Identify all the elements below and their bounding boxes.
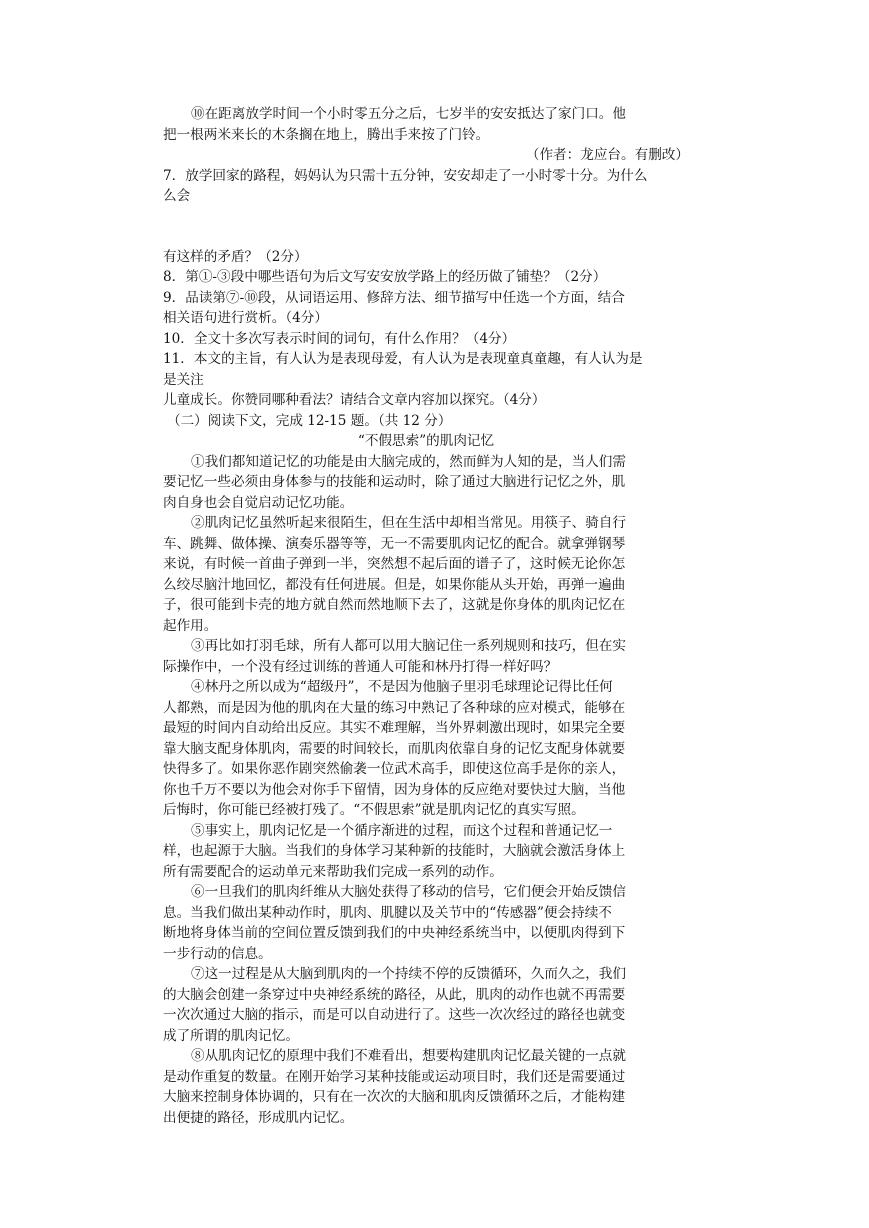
text-line: 的大脑会创建一条穿过中央神经系统的路径，从此，肌肉的动作也就不再需要 <box>163 986 626 1003</box>
text-line: 么会 <box>163 188 191 204</box>
section-2-intro: （二）阅读下文，完成 12-15 题。（共 12 分） <box>167 412 452 429</box>
question-8 <box>163 267 689 288</box>
paragraph-5 <box>163 821 689 883</box>
paragraph-10 <box>163 104 689 145</box>
paragraph-3 <box>163 636 689 677</box>
text-line: 所有需要配合的运动单元来帮助我们完成一系列的动作。 <box>163 863 503 880</box>
text-line: 靠大脑支配身体肌肉，需要的时间较长，而肌肉依靠自身的记忆支配身体就要 <box>163 740 626 757</box>
text-line: 9．品读第⑦-⑩段，从词语运用、修辞方法、细节描写中任选一个方面，结合 <box>163 289 625 306</box>
text-line: 11．本文的主旨，有人认为是表现母爱，有人认为是表现童真童趣，有人认为是 <box>163 351 643 367</box>
paragraph-8 <box>163 1046 689 1128</box>
text-line: 8．第①-③段中哪些语句为后文写安安放学路上的经历做了铺垫？（2分） <box>163 269 607 285</box>
text-line: 大脑来控制身体协调的，只有在一次次的大脑和肌肉反馈循环之后，才能构建 <box>163 1089 626 1105</box>
text-line: 要记忆一些必须由身体参与的技能和运动时，除了通过大脑进行记忆之外，肌 <box>163 474 626 490</box>
text-line: 10．全文十多次写表示时间的词句，有什么作用？（4分） <box>163 330 516 347</box>
text-line: 最短的时间内自动给出反应。其实不难理解，当外界刺激出现时，如果完全要 <box>163 720 626 736</box>
text-line: 断地将身体当前的空间位置反馈到我们的中央神经系统当中，以便肌肉得到下 <box>163 925 626 941</box>
text-line: 么绞尽脑汁地回忆，都没有任何进展。但是，如果你能从头开始，再弹一遍曲 <box>163 576 626 593</box>
text-line: ⑧从肌肉记忆的原理中我们不难看出，想要构建肌肉记忆最关键的一点就 <box>191 1048 626 1064</box>
text-line: 是动作重复的数量。在刚开始学习某种技能或运动项目时，我们还是需要通过 <box>163 1068 626 1085</box>
text-line: ③再比如打羽毛球，所有人都可以用大脑记住一系列规则和技巧，但在实 <box>191 638 626 654</box>
text-line: 是关注 <box>163 371 204 388</box>
text-line: 起作用。 <box>163 617 218 634</box>
text-line: 把一根两米来长的木条搁在地上，腾出手来按了门铃。 <box>163 126 490 143</box>
question-7 <box>163 166 689 207</box>
text-line: 7．放学回家的路程，妈妈认为只需十五分钟，安安却走了一小时零十分。为什么 <box>163 167 648 184</box>
text-line: 你也千万不要以为他会对你手下留情，因为身体的反应绝对要快过大脑，当他 <box>163 781 626 798</box>
text-line: 来说，有时候一首曲子弹到一半，突然想不起后面的谱子了，这时候无论你怎 <box>163 556 626 572</box>
paragraph-1 <box>163 452 689 514</box>
paragraph-2 <box>163 513 689 636</box>
document-page <box>163 104 689 1128</box>
text-line: 车、跳舞、做体操、演奏乐器等等，无一不需要肌肉记忆的配合。就拿弹钢琴 <box>163 535 626 552</box>
text-line: 儿童成长。你赞同哪种看法？请结合文章内容加以探究。（4分） <box>163 392 546 408</box>
article-title: “不假思索”的肌肉记忆 <box>357 433 495 449</box>
blank-gap <box>163 207 689 247</box>
text-line: 一步行动的信息。 <box>163 945 272 962</box>
text-line: 际操作中，一个没有经过训练的普通人可能和林丹打得一样好吗？ <box>163 658 558 675</box>
text-line: 后悔时，你可能已经被打残了。“不假思索”就是肌肉记忆的真实写照。 <box>163 802 585 818</box>
text-line: 息。当我们做出某种动作时，肌肉、肌腱以及关节中的“传感器”便会持续不 <box>163 904 612 921</box>
text-line: ⑤事实上，肌肉记忆是一个循序渐进的过程，而这个过程和普通记忆一 <box>191 822 613 839</box>
text-line: 一次次通过大脑的指示，而是可以自动进行了。这些一次次经过的路径也就变 <box>163 1007 626 1023</box>
text-line: 相关语句进行赏析。（4分） <box>163 310 328 326</box>
text-line: ②肌肉记忆虽然听起来很陌生，但在生活中却相当常见。用筷子、骑自行 <box>191 515 626 531</box>
text-line: 样，也起源于大脑。当我们的身体学习某种新的技能时，大脑就会激活身体上 <box>163 843 626 859</box>
paragraph-7 <box>163 964 689 1046</box>
text-line: ⑦这一过程是从大脑到肌肉的一个持续不停的反馈循环，久而久之，我们 <box>191 966 626 982</box>
paragraph-4 <box>163 677 689 821</box>
attribution: （作者：龙应台。有删改） <box>525 147 689 163</box>
question-9 <box>163 288 689 329</box>
text-line: 人都熟，而是因为他的肌肉在大量的练习中熟记了各种球的应对模式，能够在 <box>163 699 626 716</box>
text-line: ⑥一旦我们的肌肉纤维从大脑处获得了移动的信号，它们便会开始反馈信 <box>191 884 626 900</box>
text-line: 肉自身也会自觉启动记忆功能。 <box>163 494 354 511</box>
text-line: ④林丹之所以成为“超级丹”，不是因为他脑子里羽毛球理论记得比任何 <box>191 679 613 695</box>
question-11 <box>163 349 689 411</box>
text-line: 出便捷的路径，形成肌内记忆。 <box>163 1109 354 1126</box>
text-line: 快得多了。如果你恶作剧突然偷袭一位武术高手，即使这位高手是你的亲人， <box>163 761 626 777</box>
text-line: 子，很可能到卡壳的地方就自然而然地顺下去了，这就是你身体的肌肉记忆在 <box>163 597 626 613</box>
text-line: ①我们都知道记忆的功能是由大脑完成的，然而鲜为人知的是，当人们需 <box>191 453 626 470</box>
question-10 <box>163 329 689 350</box>
question-7-cont <box>163 247 689 268</box>
text-line: 有这样的矛盾？（2分） <box>163 248 308 265</box>
paragraph-6 <box>163 882 689 964</box>
text-line: 成了所谓的肌肉记忆。 <box>163 1027 299 1044</box>
text-line: ⑩在距离放学时间一个小时零五分之后，七岁半的安安抵达了家门口。他 <box>191 106 626 122</box>
